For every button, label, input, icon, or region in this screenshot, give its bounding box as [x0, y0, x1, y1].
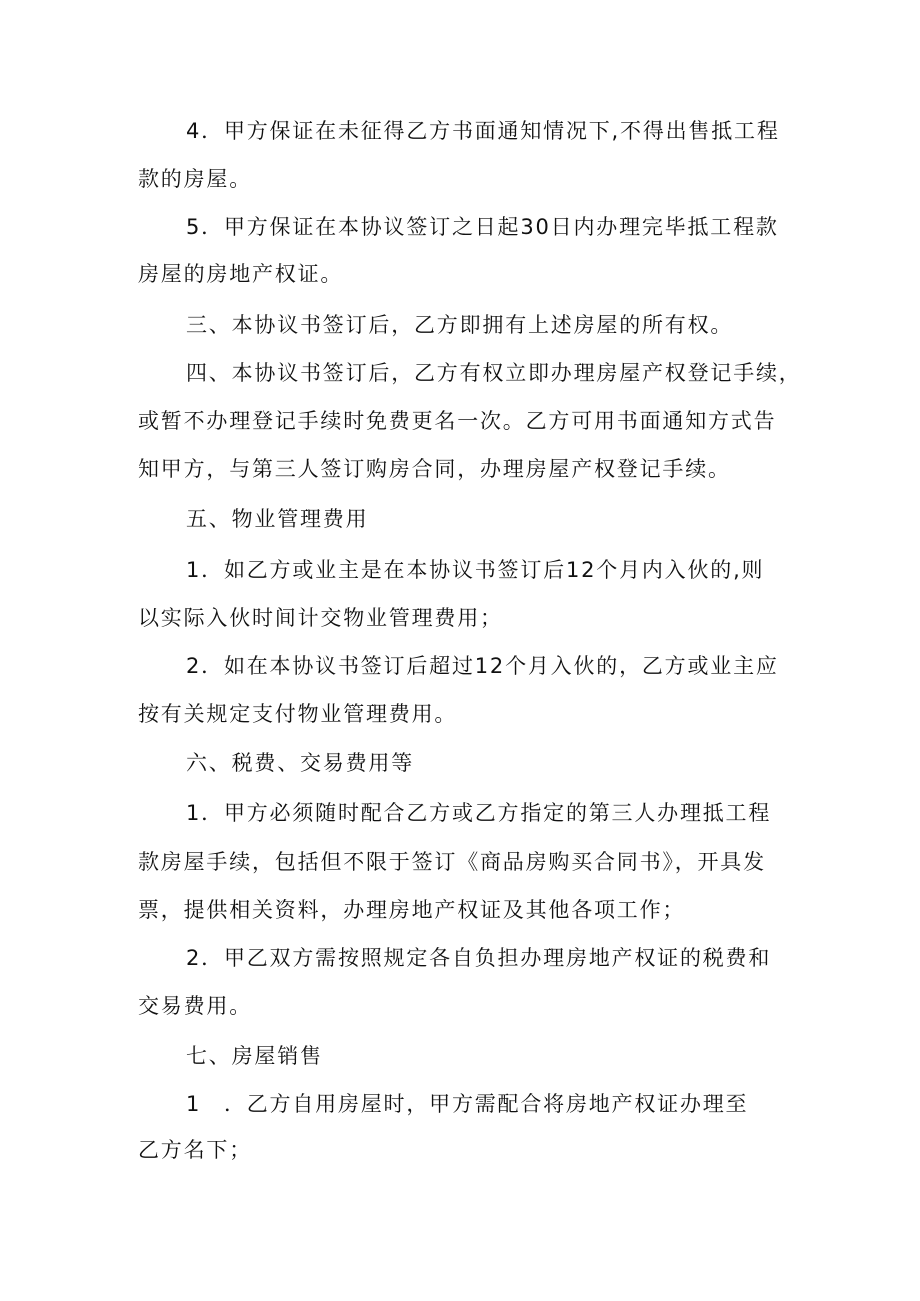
- text-line: 款的房屋。: [138, 167, 252, 191]
- text-line: 款房屋手续，包括但不限于签订《商品房购买合同书》，开具发: [138, 850, 766, 874]
- text-line: 5．甲方保证在本协议签订之日起30日内办理完毕抵工程款: [186, 215, 779, 239]
- text-line: 1．如乙方或业主是在本协议书签订后12个月内入伙的,则: [186, 558, 765, 582]
- text-line: 1 ．乙方自用房屋时，甲方需配合将房地产权证办理至: [186, 1092, 749, 1116]
- text-line: 知甲方，与第三人签订购房合同，办理房屋产权登记手续。: [138, 457, 731, 481]
- text-line: 或暂不办理登记手续时免费更名一次。乙方可用书面通知方式告: [138, 409, 777, 433]
- text-line: 票，提供相关资料，办理房地产权证及其他各项工作；: [138, 898, 686, 922]
- section-heading: 五、物业管理费用: [186, 507, 369, 531]
- text-line: 2．甲乙双方需按照规定各自负担办理房地产权证的税费和: [186, 946, 772, 970]
- section-heading: 六、税费、交易费用等: [186, 751, 414, 775]
- text-line: 四、本协议书签订后，乙方有权立即办理房屋产权登记手续，: [186, 361, 802, 385]
- text-line: 4．甲方保证在未征得乙方书面通知情况下,不得出售抵工程: [186, 119, 780, 143]
- text-line: 2．如在本协议书签订后超过12个月入伙的，乙方或业主应: [186, 654, 779, 678]
- text-line: 1．甲方必须随时配合乙方或乙方指定的第三人办理抵工程: [186, 801, 772, 825]
- text-line: 房屋的房地产权证。: [138, 262, 344, 286]
- text-line: 三、本协议书签订后，乙方即拥有上述房屋的所有权。: [186, 313, 734, 337]
- text-line: 交易费用。: [138, 994, 252, 1018]
- text-line: 乙方名下；: [138, 1138, 252, 1162]
- section-heading: 七、房屋销售: [186, 1044, 323, 1068]
- text-line: 按有关规定支付物业管理费用。: [138, 702, 458, 726]
- text-line: 以实际入伙时间计交物业管理费用；: [138, 606, 503, 630]
